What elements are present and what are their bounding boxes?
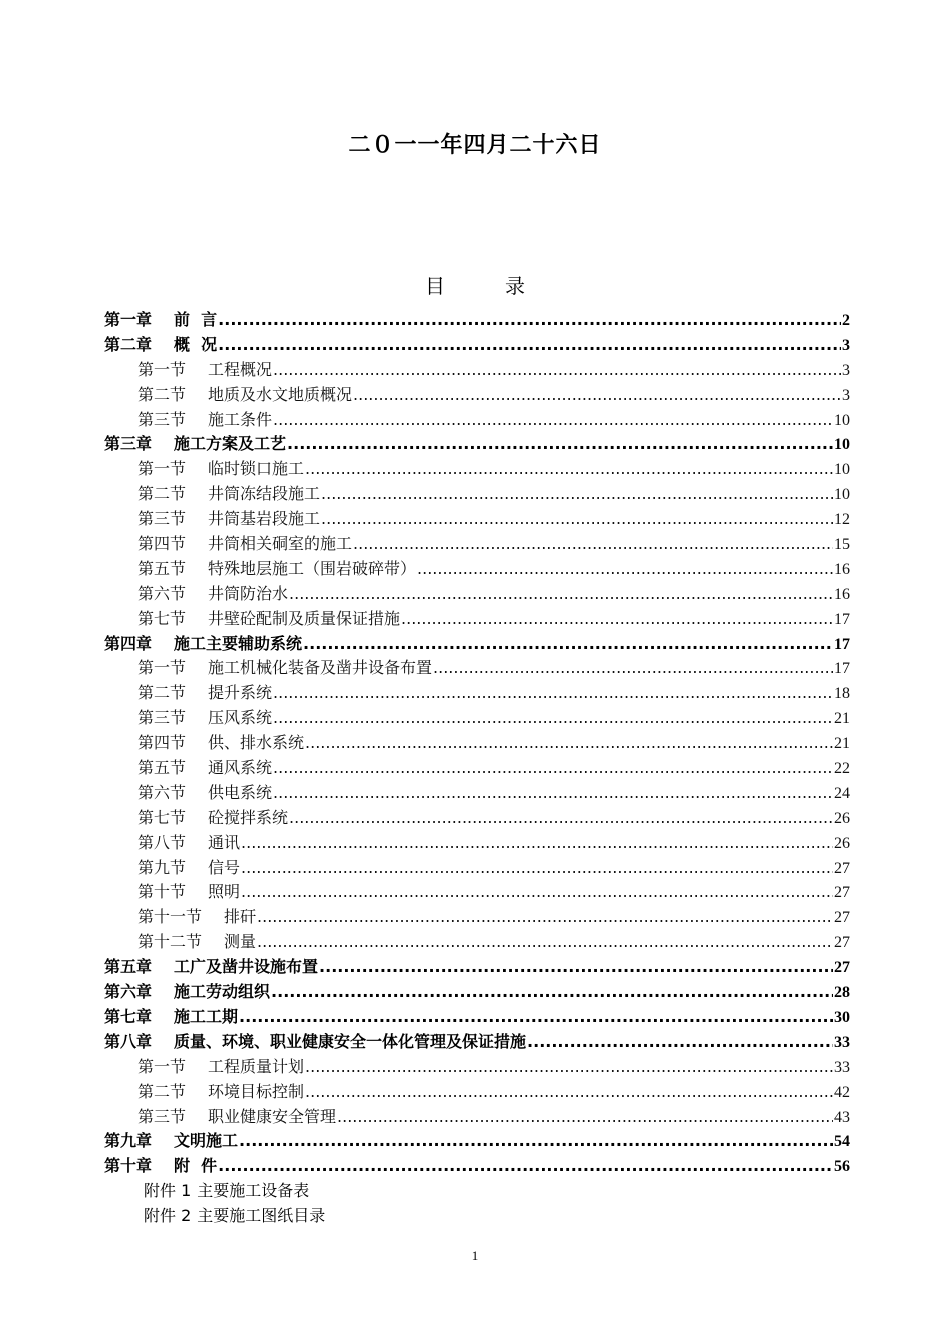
toc-leader-dots	[273, 681, 833, 706]
toc-entry-number: 第二节	[138, 384, 187, 404]
toc-entry-page: 17	[834, 610, 850, 628]
toc-entry-page: 27	[834, 909, 850, 927]
toc-section-entry[interactable]	[104, 457, 850, 482]
toc-entry-page: 27	[834, 959, 850, 977]
toc-entry-number: 第三节	[138, 708, 187, 728]
toc-entry-page: 30	[834, 1008, 850, 1026]
toc-entry-number: 第六节	[138, 583, 187, 603]
toc-entry-title: 前 言	[174, 310, 218, 329]
toc-entry-page: 27	[834, 859, 850, 877]
toc-entry-title: 排矸	[224, 907, 257, 927]
toc-entry-title: 临时锁口施工	[208, 459, 305, 479]
toc-leader-dots	[218, 308, 841, 333]
toc-entry-number: 第十节	[138, 882, 187, 902]
toc-entry-number: 第三节	[138, 1106, 187, 1126]
toc-leader-dots	[289, 806, 833, 831]
toc-entry-page: 33	[834, 1058, 850, 1076]
toc-leader-dots	[273, 358, 841, 383]
toc-leader-dots	[273, 408, 833, 433]
toc-section-entry[interactable]	[104, 731, 850, 756]
toc-leader-dots	[218, 1154, 833, 1179]
toc-entry-page: 2	[842, 312, 850, 329]
toc-section-entry[interactable]	[104, 905, 850, 930]
toc-entry-number: 第十一节	[138, 907, 203, 927]
toc-entry-page: 16	[834, 585, 850, 603]
toc-entry-title: 井筒基岩段施工	[208, 509, 321, 529]
toc-entry-number: 第九章	[104, 1131, 153, 1151]
toc-entry-number: 第八节	[138, 832, 187, 852]
toc-section-entry[interactable]	[104, 482, 850, 507]
toc-entry-title: 施工方案及工艺	[174, 434, 287, 454]
toc-leader-dots	[433, 656, 833, 681]
toc-leader-dots	[527, 1030, 833, 1055]
toc-entry-title: 提升系统	[208, 683, 273, 703]
toc-entry-number: 第九节	[138, 857, 187, 877]
toc-entry-number: 第四章	[104, 633, 153, 653]
toc-entry-title: 附 件	[174, 1156, 218, 1176]
toc-section-entry[interactable]	[104, 1105, 850, 1130]
toc-section-entry[interactable]	[104, 706, 850, 731]
toc-entry-number: 第一章	[104, 310, 153, 329]
toc-entry-page: 17	[834, 660, 850, 678]
toc-section-entry[interactable]	[104, 806, 850, 831]
toc-section-entry[interactable]	[104, 930, 850, 955]
toc-leader-dots	[239, 1005, 833, 1030]
toc-entry-title: 施工工期	[174, 1006, 239, 1026]
toc-chapter-entry[interactable]	[104, 1154, 850, 1179]
toc-entry-number: 第二节	[138, 1081, 187, 1101]
toc-entry-title: 测量	[224, 932, 257, 952]
toc-section-entry[interactable]	[104, 1080, 850, 1105]
toc-entry-title: 概 况	[174, 334, 218, 354]
toc-leader-dots	[353, 383, 841, 408]
toc-leader-dots	[271, 980, 833, 1005]
toc-entry-title: 特殊地层施工（围岩破碎带）	[208, 558, 417, 578]
toc-section-entry[interactable]	[104, 607, 850, 632]
toc-chapter-entry[interactable]	[104, 1005, 850, 1030]
toc-leader-dots	[273, 781, 833, 806]
toc-entry-page: 22	[834, 760, 850, 778]
toc-entry-number: 第三节	[138, 509, 187, 529]
toc-leader-dots	[321, 482, 833, 507]
toc-entry-title: 施工机械化装备及凿井设备布置	[208, 658, 433, 678]
toc-entry-number: 第二节	[138, 484, 187, 504]
toc-entry-page: 28	[834, 984, 850, 1002]
toc-entry-page: 12	[834, 511, 850, 529]
toc-leader-dots	[337, 1105, 833, 1130]
toc-entry-page: 3	[842, 336, 850, 354]
toc-section-entry[interactable]	[104, 681, 850, 706]
toc-chapter-entry[interactable]	[104, 1129, 850, 1154]
toc-entry-number: 第一节	[138, 1056, 187, 1076]
toc-entry-page: 10	[834, 486, 850, 504]
toc-leader-dots	[257, 930, 833, 955]
toc-entry-number: 第十章	[104, 1156, 153, 1176]
toc-entry-page: 27	[834, 934, 850, 952]
toc-section-entry[interactable]	[104, 1055, 850, 1080]
toc-entry-number: 第五节	[138, 758, 187, 778]
toc-entry-number: 第五章	[104, 957, 153, 977]
toc-entry-title: 砼搅拌系统	[208, 807, 289, 827]
toc-chapter-entry[interactable]	[104, 308, 850, 333]
toc-entry-number: 第一节	[138, 459, 187, 479]
toc-entry-number: 第二节	[138, 683, 187, 703]
toc-entry-title: 工程质量计划	[208, 1056, 305, 1076]
toc-entry-number: 第一节	[138, 359, 187, 379]
toc-section-entry[interactable]	[104, 557, 850, 582]
toc-chapter-entry[interactable]	[104, 1030, 850, 1055]
toc-heading	[0, 270, 950, 299]
toc-entry-title: 工广及凿井设施布置	[174, 957, 319, 977]
table-of-contents	[104, 308, 850, 1229]
toc-entry-page: 21	[834, 710, 850, 728]
toc-entry-page: 26	[834, 809, 850, 827]
toc-leader-dots	[303, 632, 833, 657]
toc-section-entry[interactable]	[104, 880, 850, 905]
toc-entry-title: 井筒防治水	[208, 583, 289, 603]
toc-entry-page: 3	[842, 361, 850, 379]
toc-leader-dots	[305, 1055, 833, 1080]
page-number: 1	[471, 1248, 479, 1263]
toc-entry-page: 54	[834, 1133, 850, 1151]
toc-entry-page: 15	[834, 536, 850, 554]
toc-entry-title: 环境目标控制	[208, 1081, 305, 1101]
annex-label: 附件 1	[144, 1181, 192, 1201]
toc-chapter-entry[interactable]	[104, 980, 850, 1005]
toc-entry-title: 照明	[208, 882, 241, 902]
toc-leader-dots	[273, 706, 833, 731]
toc-entry-page: 10	[834, 436, 850, 454]
toc-leader-dots	[257, 905, 833, 930]
toc-leader-dots	[353, 532, 833, 557]
toc-leader-dots	[287, 432, 833, 457]
toc-entry-title: 压风系统	[208, 708, 273, 728]
toc-entry-number: 第六章	[104, 982, 153, 1002]
toc-section-entry[interactable]	[104, 507, 850, 532]
toc-section-entry[interactable]	[104, 532, 850, 557]
toc-leader-dots	[289, 582, 833, 607]
toc-entry-number: 第五节	[138, 558, 187, 578]
toc-leader-dots	[218, 333, 841, 358]
toc-section-entry[interactable]	[104, 582, 850, 607]
annex-entry	[104, 1179, 850, 1204]
toc-entry-page: 10	[834, 411, 850, 429]
toc-entry-number: 第七章	[104, 1006, 153, 1026]
annex-title: 主要施工设备表	[197, 1181, 310, 1201]
toc-entry-title: 职业健康安全管理	[208, 1106, 337, 1126]
toc-entry-number: 第七节	[138, 807, 187, 827]
toc-section-entry[interactable]	[104, 656, 850, 681]
toc-leader-dots	[305, 1080, 833, 1105]
annex-title: 主要施工图纸目录	[197, 1206, 326, 1226]
toc-entry-number: 第六节	[138, 782, 187, 802]
toc-entry-title: 通风系统	[208, 758, 273, 778]
toc-section-entry[interactable]	[104, 831, 850, 856]
toc-section-entry[interactable]	[104, 856, 850, 881]
toc-entry-title: 供、排水系统	[208, 733, 305, 753]
toc-entry-number: 第三节	[138, 409, 187, 429]
toc-entry-number: 第一节	[138, 658, 187, 678]
toc-leader-dots	[241, 831, 833, 856]
toc-entry-title: 通讯	[208, 832, 241, 852]
toc-leader-dots	[273, 756, 833, 781]
toc-leader-dots	[241, 856, 833, 881]
toc-entry-page: 18	[834, 685, 850, 703]
toc-entry-title: 文明施工	[174, 1131, 239, 1151]
toc-heading-right: 录	[505, 274, 525, 298]
toc-entry-title: 信号	[208, 857, 241, 877]
toc-entry-title: 井筒相关硐室的施工	[208, 534, 353, 554]
toc-entry-number: 第二章	[104, 334, 153, 354]
toc-entry-title: 施工主要辅助系统	[174, 633, 303, 653]
toc-entry-title: 施工劳动组织	[174, 982, 271, 1002]
toc-entry-number: 第三章	[104, 434, 153, 454]
toc-entry-page: 27	[834, 884, 850, 902]
toc-entry-page: 42	[834, 1083, 850, 1101]
toc-entry-number: 第十二节	[138, 932, 203, 952]
toc-chapter-entry[interactable]	[104, 432, 850, 457]
toc-entry-page: 33	[834, 1033, 850, 1051]
toc-entry-title: 供电系统	[208, 782, 273, 802]
toc-leader-dots	[321, 507, 833, 532]
toc-entry-page: 24	[834, 784, 850, 802]
toc-entry-title: 质量、环境、职业健康安全一体化管理及保证措施	[174, 1031, 527, 1051]
toc-entry-title: 井筒冻结段施工	[208, 484, 321, 504]
toc-entry-page: 16	[834, 560, 850, 578]
toc-leader-dots	[401, 607, 833, 632]
toc-section-entry[interactable]	[104, 408, 850, 433]
toc-heading-left: 目	[425, 274, 445, 298]
toc-entry-title: 施工条件	[208, 409, 273, 429]
toc-entry-page: 56	[834, 1158, 850, 1176]
toc-leader-dots	[417, 557, 833, 582]
toc-entry-number: 第四节	[138, 534, 187, 554]
toc-entry-number: 第四节	[138, 733, 187, 753]
toc-section-entry[interactable]	[104, 756, 850, 781]
toc-chapter-entry[interactable]	[104, 955, 850, 980]
toc-leader-dots	[305, 731, 833, 756]
toc-entry-page: 3	[842, 386, 850, 404]
toc-entry-page: 10	[834, 461, 850, 479]
toc-leader-dots	[241, 880, 833, 905]
toc-entry-number: 第七节	[138, 608, 187, 628]
annex-entry	[104, 1204, 850, 1229]
toc-entry-page: 43	[834, 1108, 850, 1126]
toc-chapter-entry[interactable]	[104, 632, 850, 657]
toc-entry-title: 地质及水文地质概况	[208, 384, 353, 404]
toc-section-entry[interactable]	[104, 781, 850, 806]
toc-entry-number: 第八章	[104, 1031, 153, 1051]
toc-entry-page: 21	[834, 735, 850, 753]
toc-entry-title: 工程概况	[208, 359, 273, 379]
toc-leader-dots	[239, 1129, 833, 1154]
toc-chapter-entry[interactable]	[104, 333, 850, 358]
toc-leader-dots	[305, 457, 833, 482]
toc-entry-title: 井壁砼配制及质量保证措施	[208, 608, 401, 628]
toc-entry-page: 17	[834, 635, 850, 653]
toc-entry-page: 26	[834, 834, 850, 852]
document-date: 二０一一年四月二十六日	[348, 133, 602, 158]
toc-section-entry[interactable]	[104, 383, 850, 408]
toc-section-entry[interactable]	[104, 358, 850, 383]
toc-leader-dots	[319, 955, 833, 980]
annex-label: 附件 2	[144, 1206, 192, 1226]
